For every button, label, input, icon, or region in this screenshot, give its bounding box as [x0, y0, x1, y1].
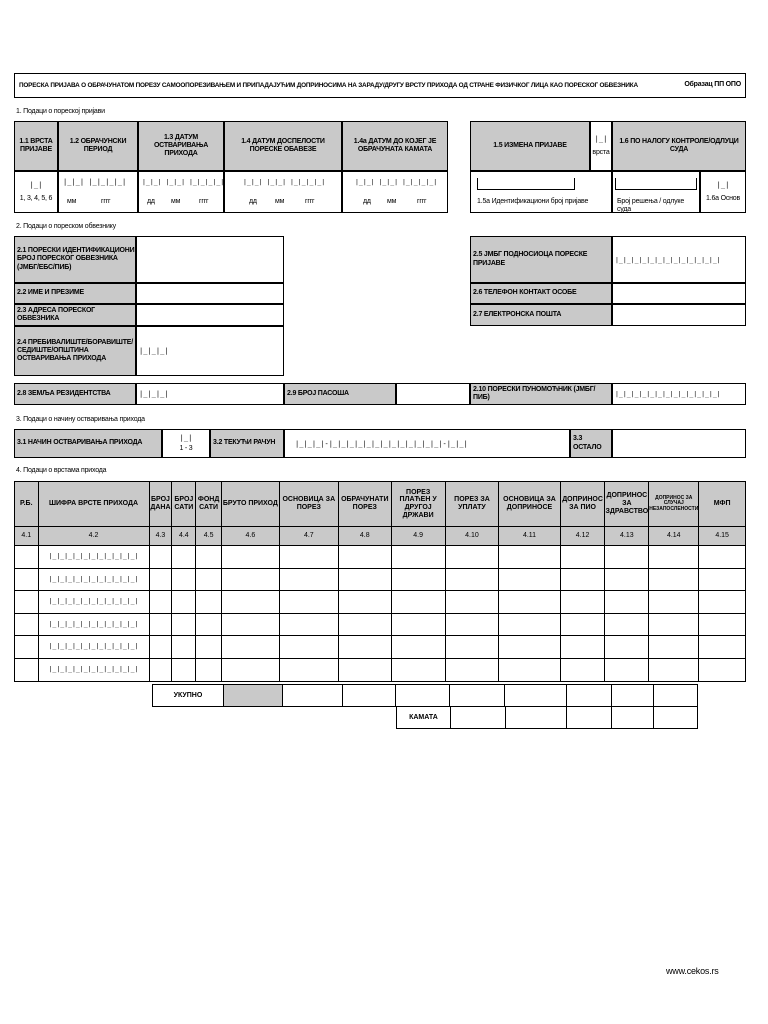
- decision-caption: Број решења / одлуке суда: [617, 198, 685, 214]
- table-cell[interactable]: [499, 613, 560, 636]
- kind-boxes: |_|: [29, 180, 43, 189]
- table-cell[interactable]: [279, 568, 338, 591]
- dd-label: дд: [249, 198, 257, 205]
- field-1-5a-input[interactable]: [470, 171, 612, 213]
- id-line: [477, 178, 575, 190]
- totals-cell[interactable]: [505, 685, 567, 707]
- country-boxes: |_|_|_|: [139, 390, 169, 398]
- interest-cell[interactable]: [654, 707, 698, 729]
- table-cell[interactable]: [149, 591, 172, 614]
- table-cell[interactable]: [196, 591, 222, 614]
- table-cell[interactable]: [15, 546, 39, 569]
- dd-label: дд: [147, 198, 155, 205]
- field-2-10-input[interactable]: [612, 383, 746, 405]
- table-cell[interactable]: [338, 636, 391, 659]
- column-header: ОСНОВИЦА ЗА ДОПРИНОСЕ: [499, 482, 560, 527]
- interest-cell[interactable]: [505, 707, 567, 729]
- field-2-4-label: 2.4 ПРЕБИВАЛИШТЕ/БОРАВИШТЕ/ СЕДИШТЕ/ОПШТИНА ОСТВАРИВАЊА ПРИХОДА: [14, 326, 136, 376]
- table-cell[interactable]: [445, 658, 499, 681]
- form-title: ПОРЕСКА ПРИЈАВА О ОБРАЧУНАТОМ ПОРЕЗУ САМООПОРЕЗИВАЊЕМ И ПРИПАДАЈУЋИМ ДОПРИНОСИМА НА ЗАРАДУ/ДРУГУ ВРСТУ ПРИХОДА ОД СТРАНЕ ФИЗИЧКОГ ЛИЦА КАО ПОРЕСКОГ ОБВЕЗНИКА: [19, 81, 638, 89]
- table-cell[interactable]: [172, 546, 196, 569]
- table-cell[interactable]: [445, 591, 499, 614]
- table-row: [15, 591, 746, 614]
- proxy-boxes: |_|_|_|_|_|_|_|_|_|_|_|_|_|: [615, 390, 721, 398]
- column-header: БРОЈ САТИ: [172, 482, 196, 527]
- yyyy-label: гггг: [305, 198, 315, 205]
- table-cell[interactable]: [560, 613, 605, 636]
- field-1-4a-label: 1.4а ДАТУМ ДО КОЈЕГ ЈЕ ОБРАЧУНАТА КАМАТА: [342, 121, 448, 171]
- table-cell[interactable]: [699, 546, 746, 569]
- field-2-7-input[interactable]: [612, 304, 746, 326]
- field-1-4-input[interactable]: [224, 171, 342, 213]
- income-code-boxes: |_|_|_|_|_|_|_|_|_|_|_|: [48, 597, 139, 606]
- form-title-bar: [14, 73, 746, 98]
- field-2-8-input[interactable]: [136, 383, 284, 405]
- table-cell[interactable]: [649, 636, 699, 659]
- field-1-3-input[interactable]: [138, 171, 224, 213]
- table-cell[interactable]: [699, 613, 746, 636]
- table-cell[interactable]: [699, 591, 746, 614]
- interest-label: КАМАТА: [397, 707, 451, 729]
- table-cell[interactable]: [149, 546, 172, 569]
- income-code-boxes: |_|_|_|_|_|_|_|_|_|_|_|: [48, 574, 139, 583]
- table-cell[interactable]: [499, 568, 560, 591]
- totals-label: УКУПНО: [153, 685, 224, 707]
- table-cell[interactable]: [15, 613, 39, 636]
- mm-label: мм: [275, 198, 285, 205]
- table-cell[interactable]: [699, 636, 746, 659]
- interest-row: [397, 707, 698, 729]
- table-cell[interactable]: [196, 568, 222, 591]
- field-2-6-label: 2.6 ТЕЛЕФОН КОНТАКТ ОСОБЕ: [470, 283, 612, 304]
- column-number: 4.10: [445, 527, 499, 546]
- table-cell[interactable]: [172, 613, 196, 636]
- table-cell[interactable]: [149, 636, 172, 659]
- field-2-3-label: 2.3 АДРЕСА ПОРЕСКОГ ОБВЕЗНИКА: [14, 304, 136, 326]
- table-cell[interactable]: [649, 591, 699, 614]
- totals-row: [153, 685, 698, 707]
- income-table: [14, 481, 746, 682]
- field-1-4-label: 1.4 ДАТУМ ДОСПЕЛОСТИ ПОРЕСКЕ ОБАВЕЗЕ: [224, 121, 342, 171]
- field-1-2-input[interactable]: [58, 171, 138, 213]
- totals-cell[interactable]: [612, 685, 654, 707]
- column-header: ШИФРА ВРСТЕ ПРИХОДА: [38, 482, 149, 527]
- column-header: ДОПРИНОС ЗА ПИО: [560, 482, 605, 527]
- column-number: 4.11: [499, 527, 560, 546]
- field-3-2-input[interactable]: [284, 429, 570, 458]
- table-cell[interactable]: [391, 591, 445, 614]
- table-cell[interactable]: [149, 658, 172, 681]
- field-2-2-label: 2.2 ИМЕ И ПРЕЗИМЕ: [14, 283, 136, 304]
- field-3-3-label: 3.3 ОСТАЛО: [570, 429, 612, 458]
- municipality-boxes: |_|_|_|: [139, 347, 169, 355]
- column-header: ФОНД САТИ: [196, 482, 222, 527]
- table-cell[interactable]: [649, 546, 699, 569]
- table-cell[interactable]: [172, 636, 196, 659]
- column-header: ОСНОВИЦА ЗА ПОРЕЗ: [279, 482, 338, 527]
- totals-cell[interactable]: [282, 685, 342, 707]
- table-cell[interactable]: [222, 658, 280, 681]
- table-row: [15, 546, 746, 569]
- table-cell[interactable]: [38, 613, 149, 636]
- table-cell[interactable]: [38, 568, 149, 591]
- interest-cell[interactable]: [612, 707, 654, 729]
- table-cell[interactable]: [15, 636, 39, 659]
- table-header-row: [15, 482, 746, 527]
- table-cell[interactable]: [649, 658, 699, 681]
- period-yyyy: гггг: [101, 198, 111, 205]
- table-cell[interactable]: [172, 591, 196, 614]
- table-cell[interactable]: [279, 591, 338, 614]
- interest-cell[interactable]: [567, 707, 612, 729]
- field-2-6-input[interactable]: [612, 283, 746, 304]
- date-boxes: |_|_| |_|_| |_|_|_|_|: [355, 178, 438, 186]
- table-cell[interactable]: [338, 591, 391, 614]
- table-cell[interactable]: [391, 568, 445, 591]
- table-cell[interactable]: [445, 568, 499, 591]
- table-cell[interactable]: [605, 658, 649, 681]
- interest-table: [396, 706, 698, 729]
- income-code-boxes: |_|_|_|_|_|_|_|_|_|_|_|: [48, 551, 139, 560]
- jmbg-boxes: |_|_|_|_|_|_|_|_|_|_|_|_|_|: [615, 255, 721, 264]
- table-cell[interactable]: [338, 546, 391, 569]
- column-number: 4.12: [560, 527, 605, 546]
- field-2-8-label: 2.8 ЗЕМЉА РЕЗИДЕНТСТВА: [14, 383, 136, 405]
- dd-label: дд: [363, 198, 371, 205]
- table-cell[interactable]: [172, 568, 196, 591]
- kind-values: 1, 3, 4, 5, 6: [19, 194, 53, 202]
- table-cell[interactable]: [338, 658, 391, 681]
- footer-site: www.cekos.rs: [666, 966, 719, 976]
- interest-cell[interactable]: [450, 707, 505, 729]
- column-header: МФП: [699, 482, 746, 527]
- kind-caption: врста: [592, 148, 610, 156]
- table-cell[interactable]: [149, 568, 172, 591]
- income-code-boxes: |_|_|_|_|_|_|_|_|_|_|_|: [48, 664, 139, 673]
- table-cell[interactable]: [605, 613, 649, 636]
- totals-cell[interactable]: [450, 685, 505, 707]
- table-cell[interactable]: [391, 636, 445, 659]
- table-cell[interactable]: [338, 568, 391, 591]
- field-2-9-input[interactable]: [396, 383, 470, 405]
- method-range: 1 - 3: [179, 444, 193, 452]
- column-header: Р.Б.: [15, 482, 39, 527]
- yyyy-label: гггг: [417, 198, 427, 205]
- field-1-6-decision-input[interactable]: [612, 171, 700, 213]
- section2-heading: 2. Подаци о пореском обвезнику: [16, 223, 116, 230]
- field-2-9-label: 2.9 БРОЈ ПАСОША: [284, 383, 396, 405]
- column-number: 4.5: [196, 527, 222, 546]
- mm-label: мм: [171, 198, 181, 205]
- table-cell[interactable]: [605, 636, 649, 659]
- column-header: БРУТО ПРИХОД: [222, 482, 280, 527]
- table-cell[interactable]: [391, 546, 445, 569]
- table-cell[interactable]: [279, 613, 338, 636]
- table-cell[interactable]: [279, 546, 338, 569]
- income-code-boxes: |_|_|_|_|_|_|_|_|_|_|_|: [48, 642, 139, 651]
- column-number: 4.6: [222, 527, 280, 546]
- totals-cell[interactable]: [567, 685, 612, 707]
- table-cell[interactable]: [499, 636, 560, 659]
- field-3-1-label: 3.1 НАЧИН ОСТВАРИВАЊА ПРИХОДА: [14, 429, 162, 458]
- table-cell[interactable]: [15, 591, 39, 614]
- table-cell[interactable]: [560, 658, 605, 681]
- field-2-2-input[interactable]: [136, 283, 284, 304]
- date-boxes: |_|_| |_|_| |_|_|_|_|: [142, 178, 225, 186]
- table-row: [15, 658, 746, 681]
- field-1-4a-input[interactable]: [342, 171, 448, 213]
- field-2-5-input[interactable]: [612, 236, 746, 283]
- column-header: ПОРЕЗ ПЛАЋЕН У ДРУГОЈ ДРЖАВИ: [391, 482, 445, 527]
- section1-heading: 1. Подаци о пореској пријави: [16, 108, 105, 115]
- table-row: [15, 613, 746, 636]
- table-number-row: [15, 527, 746, 546]
- column-header: БРОЈ ДАНА: [149, 482, 172, 527]
- totals-cell[interactable]: [395, 685, 450, 707]
- column-header: ДОПРИНОС ЗА ЗДРАВСТВО: [605, 482, 649, 527]
- column-number: 4.8: [338, 527, 391, 546]
- table-cell[interactable]: [560, 591, 605, 614]
- column-number: 4.15: [699, 527, 746, 546]
- table-cell[interactable]: [38, 658, 149, 681]
- table-cell[interactable]: [560, 546, 605, 569]
- column-header: ОБРАЧУНАТИ ПОРЕЗ: [338, 482, 391, 527]
- table-cell[interactable]: [391, 658, 445, 681]
- table-cell[interactable]: [15, 658, 39, 681]
- table-cell[interactable]: [196, 546, 222, 569]
- totals-cell[interactable]: [342, 685, 395, 707]
- column-header: ДОПРИНОС ЗА СЛУЧАЈ НЕЗАПОСЛЕНОСТИ: [649, 482, 699, 527]
- table-cell[interactable]: [38, 546, 149, 569]
- yyyy-label: гггг: [199, 198, 209, 205]
- table-cell[interactable]: [222, 636, 280, 659]
- field-1-3-label: 1.3 ДАТУМ ОСТВАРИВАЊА ПРИХОДА: [138, 121, 224, 171]
- table-cell[interactable]: [222, 568, 280, 591]
- table-cell[interactable]: [15, 568, 39, 591]
- table-cell[interactable]: [499, 591, 560, 614]
- column-number: 4.2: [38, 527, 149, 546]
- table-cell[interactable]: [605, 546, 649, 569]
- column-number: 4.3: [149, 527, 172, 546]
- section3-heading: 3. Подаци о начину остваривања прихода: [16, 416, 145, 423]
- table-cell[interactable]: [172, 658, 196, 681]
- field-3-1-input[interactable]: [162, 429, 210, 458]
- field-2-7-label: 2.7 ЕЛЕКТРОНСКА ПОШТА: [470, 304, 612, 326]
- field-2-1-label: 2.1 ПОРЕСКИ ИДЕНТИФИКАЦИОНИ БРОЈ ПОРЕСКОГ ОБВЕЗНИКА (ЈМБГ/ЕБС/ПИБ): [14, 236, 136, 283]
- field-3-3-input[interactable]: [612, 429, 746, 458]
- decision-line: [615, 178, 697, 190]
- table-cell[interactable]: [38, 636, 149, 659]
- column-number: 4.7: [279, 527, 338, 546]
- field-1-6-label: 1.6 ПО НАЛОГУ КОНТРОЛЕ/ОДЛУЦИ СУДА: [612, 121, 746, 171]
- field-2-3-input[interactable]: [136, 304, 284, 326]
- table-cell[interactable]: [279, 636, 338, 659]
- basis-caption: 1.6а Основ: [706, 194, 740, 202]
- table-cell[interactable]: [560, 568, 605, 591]
- table-cell[interactable]: [222, 613, 280, 636]
- table-cell[interactable]: [38, 591, 149, 614]
- field-1-2-label: 1.2 ОБРАЧУНСКИ ПЕРИОД: [58, 121, 138, 171]
- method-box: |_|: [179, 433, 193, 442]
- table-cell[interactable]: [196, 658, 222, 681]
- field-1-5-label: 1.5 ИЗМЕНА ПРИЈАВЕ: [470, 121, 590, 171]
- field-1-1-label: 1.1 ВРСТА ПРИЈАВЕ: [14, 121, 58, 171]
- column-number: 4.14: [649, 527, 699, 546]
- kind-box: |_|: [594, 134, 608, 143]
- field-2-10-label: 2.10 ПОРЕСКИ ПУНОМОЋНИК (ЈМБГ/ПИБ): [470, 383, 612, 405]
- date-boxes: |_|_| |_|_| |_|_|_|_|: [243, 178, 326, 186]
- table-cell[interactable]: [560, 636, 605, 659]
- table-cell[interactable]: [445, 546, 499, 569]
- form-code: Образац ПП ОПО: [684, 81, 741, 89]
- column-number: 4.4: [172, 527, 196, 546]
- period-mm: мм: [67, 198, 77, 205]
- table-cell[interactable]: [279, 658, 338, 681]
- table-cell[interactable]: [699, 568, 746, 591]
- table-cell[interactable]: [196, 636, 222, 659]
- table-cell[interactable]: [222, 546, 280, 569]
- table-cell[interactable]: [605, 568, 649, 591]
- field-1-5a-caption: 1.5а Идентификациони број пријаве: [477, 198, 589, 205]
- table-cell[interactable]: [699, 658, 746, 681]
- table-cell[interactable]: [605, 591, 649, 614]
- table-cell[interactable]: [391, 613, 445, 636]
- table-cell[interactable]: [222, 591, 280, 614]
- period-boxes: |_|_| |_|_|_|_|: [63, 178, 127, 186]
- table-cell[interactable]: [499, 658, 560, 681]
- table-cell[interactable]: [649, 613, 699, 636]
- column-header: ПОРЕЗ ЗА УПЛАТУ: [445, 482, 499, 527]
- table-row: [15, 636, 746, 659]
- field-2-5-label: 2.5 ЈМБГ ПОДНОСИОЦА ПОРЕСКЕ ПРИЈАВЕ: [470, 236, 612, 283]
- totals-table: [152, 684, 698, 707]
- section4-heading: 4. Подаци о врстама прихода: [16, 467, 107, 474]
- income-code-boxes: |_|_|_|_|_|_|_|_|_|_|_|: [48, 619, 139, 628]
- column-number: 4.1: [15, 527, 39, 546]
- account-boxes: |_|_|_|-|_|_|_|_|_|_|_|_|_|_|_|_|_|-|_|_|: [295, 439, 468, 448]
- field-2-1-input[interactable]: [136, 236, 284, 283]
- totals-cell[interactable]: [654, 685, 698, 707]
- table-cell[interactable]: [649, 568, 699, 591]
- field-1-1-input[interactable]: [14, 171, 58, 213]
- column-number: 4.9: [391, 527, 445, 546]
- table-cell[interactable]: [445, 636, 499, 659]
- totals-cell[interactable]: [223, 685, 282, 707]
- table-cell[interactable]: [499, 546, 560, 569]
- column-number: 4.13: [605, 527, 649, 546]
- table-cell[interactable]: [338, 613, 391, 636]
- table-cell[interactable]: [445, 613, 499, 636]
- mm-label: мм: [387, 198, 397, 205]
- field-1-6a-input[interactable]: [700, 171, 746, 213]
- basis-box: |_|: [716, 180, 730, 189]
- field-1-5-kind[interactable]: [590, 121, 612, 171]
- field-2-4-input[interactable]: [136, 326, 284, 376]
- field-3-2-label: 3.2 ТЕКУЋИ РАЧУН: [210, 429, 284, 458]
- table-cell[interactable]: [196, 613, 222, 636]
- table-cell[interactable]: [149, 613, 172, 636]
- table-row: [15, 568, 746, 591]
